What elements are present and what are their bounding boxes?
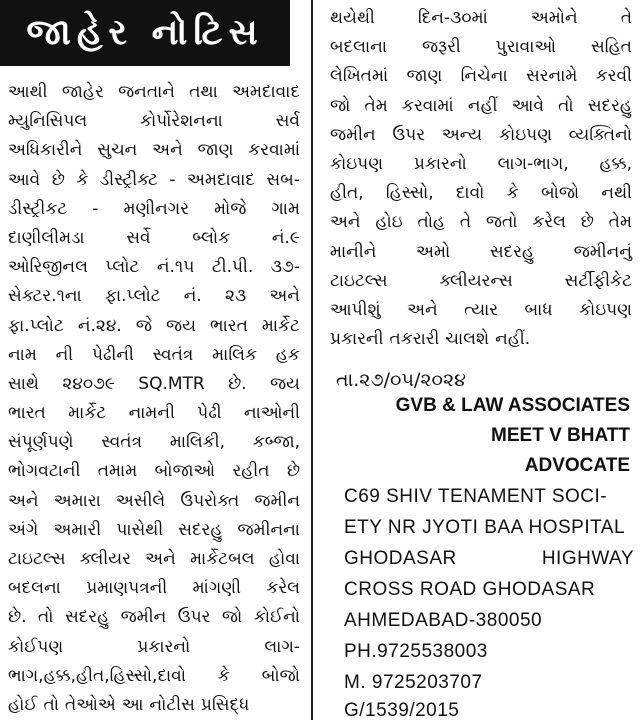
text-line — [8, 399, 300, 428]
text-word: કોઇપણ — [330, 153, 384, 174]
text-line — [8, 166, 300, 195]
text-word: ભારત — [8, 403, 46, 424]
text-word: ઉપર — [392, 124, 426, 145]
text-line — [8, 341, 300, 370]
text-line — [8, 312, 300, 341]
text-line — [8, 282, 300, 311]
text-word: પેઢીની — [91, 344, 134, 365]
text-word: છે. — [228, 373, 247, 394]
text-word: ફા.પ્લોટ — [8, 315, 64, 336]
text-word: નામ — [8, 344, 37, 365]
text-word: આવે — [511, 95, 544, 116]
text-word: અમો — [416, 241, 451, 262]
text-word: પેઢી — [197, 403, 222, 424]
text-word: કોર્પોરેશનના — [140, 111, 223, 132]
text-line — [8, 107, 300, 136]
text-word: નોટીસ — [149, 694, 195, 715]
text-word: કબ્જા, — [252, 432, 300, 453]
text-word: કોઈનો — [253, 607, 300, 628]
text-word: ટી.પી. — [211, 257, 254, 278]
text-word: નિચેના — [460, 66, 508, 87]
text-word: તેમ — [364, 95, 388, 116]
text-word: તેમ — [608, 212, 632, 233]
text-word: છે — [286, 461, 300, 482]
text-word: હીત, — [330, 183, 364, 204]
text-word: ગામ — [271, 198, 300, 219]
text-word: કે — [76, 169, 89, 190]
text-line — [330, 238, 632, 267]
text-word: સરનામે — [525, 66, 578, 87]
text-word: અને — [269, 286, 300, 307]
text-word: થયેથી — [330, 8, 375, 28]
text-word: જમીન — [330, 124, 376, 145]
text-line — [8, 253, 300, 282]
text-word: ત્યાર — [464, 299, 499, 320]
text-word: તકરારી — [389, 329, 440, 350]
text-word: પ્રકારનો — [137, 636, 191, 657]
text-line — [8, 603, 300, 632]
text-word: અમદાવાદ — [187, 169, 255, 190]
text-word: સુચન — [97, 140, 138, 161]
text-word: ટાઇટલ્સ — [8, 549, 66, 569]
text-word: લાગ-ભાગ, — [497, 153, 569, 174]
text-word: હોઇ — [375, 212, 403, 233]
text-word: - — [92, 198, 99, 219]
text-word: અંગે — [8, 519, 39, 540]
text-word: જે — [135, 315, 152, 336]
text-word: જરૂરી — [421, 37, 461, 58]
registration-number: G/1539/2015 — [344, 700, 460, 721]
address-line — [344, 548, 634, 570]
text-word: જય — [165, 315, 196, 336]
text-word: બોજાઓ — [154, 461, 216, 482]
text-word: જમીન — [254, 490, 300, 511]
text-word: કોઈપણ — [8, 636, 64, 657]
text-word: વ્યક્તિનો — [568, 124, 632, 145]
text-word: જો — [330, 95, 351, 116]
text-word: મણીનગર — [123, 198, 189, 219]
text-word: અમારા — [53, 490, 101, 511]
text-word: તો — [558, 95, 574, 116]
text-word: આપીશું — [330, 299, 381, 320]
text-word: નં.૨૪. — [77, 315, 122, 336]
text-word: અધિકારીને — [8, 140, 83, 161]
text-word: જમીનના — [237, 519, 300, 540]
text-line — [8, 633, 300, 662]
text-word: અને — [152, 140, 183, 161]
text-word: હક — [275, 344, 300, 365]
text-word: માર્કેટબલ — [190, 549, 255, 569]
text-line — [8, 457, 300, 486]
text-line — [330, 179, 632, 208]
text-word: સદરહુ — [65, 607, 110, 628]
text-word: દાવો — [455, 183, 485, 204]
text-word: અને — [330, 212, 361, 233]
text-word: નહીં. — [495, 329, 531, 350]
text-word: જમીન — [120, 607, 167, 628]
text-word: ફા.પ્લોટ — [104, 286, 161, 307]
text-word: ની — [55, 344, 74, 365]
text-word: ક્લીયર — [79, 549, 131, 569]
text-line — [330, 150, 632, 179]
text-line — [8, 487, 300, 516]
text-line — [330, 121, 632, 150]
advocate-firm: GVB & LAW ASSOCIATES — [395, 395, 630, 416]
text-word: તો — [38, 607, 54, 628]
text-line — [8, 516, 300, 545]
text-line — [8, 78, 300, 107]
text-line — [8, 545, 300, 574]
advocate-name: MEET V BHATT — [491, 425, 630, 446]
text-word: તે — [620, 8, 632, 28]
text-line — [8, 195, 300, 224]
text-word: કોઇપણ — [498, 124, 553, 145]
text-word: ઓરિજીનલ — [8, 257, 88, 278]
right-body-text — [330, 4, 632, 354]
address-line: AHMEDABAD-380050 — [344, 610, 543, 631]
address-line-part: GHODASAR — [344, 548, 457, 569]
text-word: સર્વે — [126, 227, 151, 248]
text-word: પાસેથી — [116, 519, 164, 540]
text-word: સર્ટીફીકેટ — [564, 270, 632, 291]
text-word: નં. — [183, 286, 202, 307]
text-word: નથી — [601, 183, 632, 204]
text-line — [330, 267, 632, 296]
text-word: જાણ — [406, 66, 443, 87]
text-word: ઉપર — [177, 607, 211, 628]
text-word: અસીલે — [115, 490, 166, 511]
text-word: કે — [506, 183, 519, 204]
text-word: માર્કેટ — [261, 315, 300, 336]
text-word: સદરહુ — [587, 95, 632, 116]
text-line — [8, 370, 300, 399]
text-word: અને — [8, 490, 39, 511]
text-word: ટાઇટલ્સ — [330, 270, 388, 291]
address-line: C69 SHIV TENAMENT SOCI- — [344, 486, 608, 507]
text-word: તો — [43, 694, 59, 715]
text-word: સ્વતંત્ર — [101, 432, 143, 453]
right-column — [316, 0, 640, 720]
text-word: આ — [121, 694, 144, 715]
text-word: લાગ- — [264, 636, 300, 657]
text-word: જાહેર — [61, 82, 104, 102]
text-word: માલિક — [212, 344, 258, 365]
text-word: અને — [145, 549, 176, 569]
text-word: છે — [580, 212, 594, 233]
text-word: - — [169, 169, 176, 190]
text-word: નહીં — [467, 95, 498, 116]
text-word: બોજો — [540, 183, 580, 204]
text-word: ડીસ્ટ્રીક્ટ — [99, 169, 158, 190]
text-word: માર્કેટ — [68, 403, 107, 424]
text-word: છે — [51, 169, 65, 190]
text-word: બદલાના — [330, 37, 388, 58]
text-word: કરવામાં — [402, 95, 454, 116]
address-line-part: HIGHWAY — [541, 548, 634, 569]
text-line — [8, 691, 300, 720]
text-word: બાધ — [524, 299, 553, 320]
text-line — [8, 224, 300, 253]
text-word: પ્રસિદ્ધ — [200, 694, 250, 715]
text-word: જતો — [485, 212, 518, 233]
text-word: આવે — [8, 169, 41, 190]
text-word: ડીસ્ટ્રીકટ — [8, 198, 68, 219]
text-word: હિસ્સો, — [385, 183, 434, 204]
text-word: નં.૧૫ — [156, 257, 195, 278]
text-word: ભાગ,હક્ક,હીત,હિસ્સો,દાવો — [8, 665, 186, 686]
text-word: હક્ક, — [599, 153, 632, 174]
text-word: માંગણી — [192, 578, 241, 599]
text-word: કે — [217, 665, 230, 686]
text-line — [330, 92, 632, 121]
text-line — [330, 208, 632, 237]
text-word: બોજો — [261, 665, 300, 686]
text-word: દિન-૩૦માં — [417, 8, 488, 28]
text-word: સેક્ટર.૧ના — [8, 286, 82, 307]
text-line — [8, 136, 300, 165]
text-word: સદરહુ — [489, 241, 535, 262]
text-word: પ્લોટ — [105, 257, 140, 278]
text-word: કરવી — [595, 66, 632, 87]
text-word: અને — [407, 299, 438, 320]
text-word: કોઇપણ — [578, 299, 632, 320]
column-divider — [311, 0, 313, 720]
text-word: ભોગવટાની — [8, 461, 81, 482]
text-word: લેખિતમાં — [330, 66, 389, 87]
text-word: માનીને — [330, 241, 377, 262]
text-word: જનતાને — [118, 82, 175, 102]
text-line — [8, 574, 300, 603]
text-word: તેઓએ — [65, 694, 116, 715]
text-line — [330, 296, 632, 325]
text-word: મ્યુનિસિપલ — [8, 111, 88, 132]
text-word: તથા — [189, 82, 218, 102]
text-line — [8, 428, 300, 457]
text-line — [330, 4, 632, 33]
text-word: ૩૭- — [270, 257, 300, 278]
text-word: સહિત — [590, 37, 632, 58]
text-word: તોહ — [417, 212, 446, 233]
text-word: નાઓની — [244, 403, 300, 424]
text-word: બ્લોક — [192, 227, 231, 248]
text-word: પુરાવાઓ — [495, 37, 557, 58]
address-line: CROSS ROAD GHODASAR — [344, 579, 596, 600]
text-word: મોજે — [214, 198, 247, 219]
text-word: અમારી — [53, 519, 102, 540]
left-body-text — [8, 78, 300, 720]
text-word: અમોને — [530, 8, 578, 28]
text-word: જો — [221, 607, 243, 628]
text-word: કરેલ — [532, 212, 566, 233]
advocate-title: ADVOCATE — [524, 455, 630, 476]
text-word: જાણ — [197, 140, 234, 161]
text-word: ૨૪૦૭૯ — [62, 373, 115, 394]
text-word: કરેલ — [266, 578, 300, 599]
text-word: હોવા — [268, 549, 300, 569]
text-word: સ્વતંત્ર — [152, 344, 194, 365]
text-word: તમામ — [97, 461, 138, 482]
text-word: સદરહુ — [178, 519, 223, 540]
text-line — [330, 62, 632, 91]
text-word: SQ.MTR — [138, 373, 205, 394]
text-word: પ્રકારનો — [413, 153, 467, 174]
text-word: સાથે — [8, 373, 39, 394]
text-word: સબ- — [266, 169, 300, 190]
mobile-number: M. 9725203707 — [344, 672, 483, 693]
text-word: ચાલશે — [445, 329, 490, 350]
text-word: ૨૩ — [224, 286, 247, 307]
text-word: ક્લીયરન્સ — [439, 270, 513, 291]
text-line — [8, 662, 300, 691]
text-word: જમીનનું — [573, 241, 632, 262]
phone-number: PH.9725538003 — [344, 641, 488, 662]
text-line — [330, 33, 632, 62]
text-word: બદલના — [8, 578, 61, 599]
notice-title: જાહેર નોટિસ — [0, 0, 290, 66]
text-word: છે. — [8, 607, 27, 628]
text-word: પ્રમાણપત્રની — [86, 578, 168, 599]
text-word: સર્વ — [275, 111, 300, 132]
text-word: માલિકી, — [169, 432, 225, 453]
text-word: રહીત — [232, 461, 270, 482]
notice-date: તા.૨૭/૦૫/૨૦૨૪ — [336, 369, 466, 391]
left-column — [0, 0, 308, 720]
text-word: પ્રકારની — [330, 329, 384, 350]
text-word: જય — [269, 373, 300, 394]
text-word: ભારત — [210, 315, 248, 336]
text-word: અન્ય — [441, 124, 483, 145]
text-word: અમદાવાદ — [232, 82, 300, 102]
text-word: ઉપરોક્ત — [180, 490, 240, 511]
text-word: તે — [459, 212, 472, 233]
text-word: નામની — [128, 403, 175, 424]
text-word: સંપૂર્ણપણે — [8, 432, 74, 453]
text-word: કરવામાં — [248, 140, 300, 161]
text-word: દાણીલીમડા — [8, 227, 85, 248]
address-line: ETY NR JYOTI BAA HOSPITAL — [344, 517, 626, 538]
text-word: હોઈ — [8, 694, 38, 715]
text-word: આથી — [8, 82, 48, 102]
text-line — [330, 325, 632, 354]
text-word: નં.૯ — [271, 227, 300, 248]
